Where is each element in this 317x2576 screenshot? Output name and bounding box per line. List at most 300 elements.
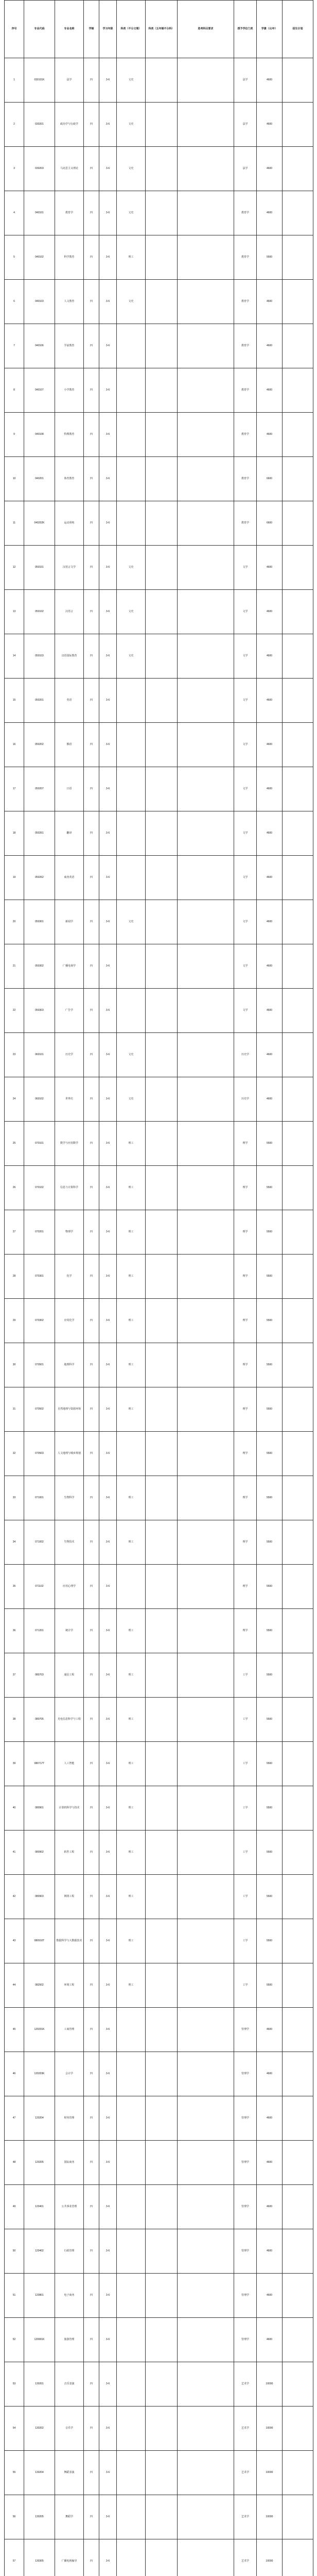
table-cell (178, 501, 234, 546)
table-cell (146, 2406, 178, 2451)
table-cell: 四 (84, 856, 99, 900)
table-cell: 四 (84, 1255, 99, 1299)
table-cell (146, 1166, 178, 1210)
table-cell (117, 2318, 146, 2362)
table-cell: 教育学 (234, 191, 257, 235)
table-cell: 理学 (234, 1122, 257, 1166)
table-cell (178, 147, 234, 191)
table-cell: 060101 (24, 1033, 55, 1077)
table-cell: 3-6 (99, 368, 117, 413)
table-cell: 3-6 (99, 2096, 117, 2141)
table-cell: 3-6 (99, 1077, 117, 1122)
table-cell: 3-6 (99, 2318, 117, 2362)
table-cell: 120201K (24, 2008, 55, 2052)
table-cell: 080902 (24, 1831, 55, 1875)
table-row (5, 1963, 313, 2008)
col-header: 选考科目要求 (178, 1, 234, 58)
table-cell (283, 1786, 313, 1831)
table-cell: 49 (5, 2185, 24, 2229)
table-cell: 四 (84, 2362, 99, 2406)
table-cell: 3-6 (99, 280, 117, 324)
table-cell: 5500 (257, 1210, 283, 1255)
table-cell: 四 (84, 1565, 99, 1609)
table-cell: 3-6 (99, 1565, 117, 1609)
table-cell (146, 723, 178, 767)
table-row (5, 235, 313, 280)
table-cell: 4600 (257, 2052, 283, 2096)
table-cell (283, 1166, 313, 1210)
table-cell: 050302 (24, 944, 55, 989)
table-cell (146, 1387, 178, 1432)
table-cell: 文史 (117, 147, 146, 191)
table-cell: 3-6 (99, 2406, 117, 2451)
table-cell: 040107 (24, 368, 55, 413)
table-cell (178, 191, 234, 235)
table-cell (146, 58, 178, 103)
table-cell: 统计学 (55, 1609, 84, 1653)
table-cell (283, 2185, 313, 2229)
table-cell: 19 (5, 856, 24, 900)
table-cell: 080717T (24, 1742, 55, 1786)
table-cell: 管理学 (234, 2185, 257, 2229)
table-cell: 四 (84, 324, 99, 368)
table-cell: 艺术学 (234, 2495, 257, 2539)
table-cell (146, 2185, 178, 2229)
table-cell: 070302 (24, 1299, 55, 1343)
table-cell: 040101 (24, 191, 55, 235)
table-cell: 5500 (257, 1343, 283, 1387)
table-cell: 4600 (257, 944, 283, 989)
table-cell: 四 (84, 1299, 99, 1343)
table-cell: 16 (5, 723, 24, 767)
table-cell: 24 (5, 1077, 24, 1122)
table-cell: 信息与计算科学 (55, 1166, 84, 1210)
table-row (5, 2495, 313, 2539)
table-cell (283, 2229, 313, 2274)
table-row (5, 1033, 313, 1077)
table-cell: 四 (84, 1875, 99, 1919)
table-cell: 071201 (24, 1609, 55, 1653)
table-cell: 3-6 (99, 546, 117, 590)
table-cell (146, 1077, 178, 1122)
table-cell (117, 2052, 146, 2096)
table-cell (283, 1698, 313, 1742)
table-cell: 英语 (55, 679, 84, 723)
table-cell: 自然地理与资源环境 (55, 1387, 84, 1432)
table-cell: 11 (5, 501, 24, 546)
table-cell (283, 1476, 313, 1520)
table-cell: 3-6 (99, 900, 117, 944)
table-cell: 四 (84, 2451, 99, 2495)
table-cell: 4600 (257, 2185, 283, 2229)
table-cell (146, 679, 178, 723)
table-row (5, 324, 313, 368)
table-cell: 56 (5, 2495, 24, 2539)
table-cell: 5500 (257, 1919, 283, 1963)
table-cell: 071001 (24, 1476, 55, 1520)
table-cell (283, 280, 313, 324)
table-cell (117, 989, 146, 1033)
table-cell: 080705 (24, 1698, 55, 1742)
table-cell (283, 2141, 313, 2185)
table-cell: 5500 (257, 1520, 283, 1565)
table-cell (117, 856, 146, 900)
table-row (5, 1565, 313, 1609)
table-cell: 四 (84, 944, 99, 989)
table-cell: 4600 (257, 679, 283, 723)
table-cell: 38 (5, 1698, 24, 1742)
table-cell (178, 2052, 234, 2096)
table-row (5, 2096, 313, 2141)
table-cell: 3-6 (99, 58, 117, 103)
table-cell (283, 989, 313, 1033)
table-cell (146, 2495, 178, 2539)
table-cell: 工学 (234, 1742, 257, 1786)
table-cell: 3-6 (99, 1299, 117, 1343)
table-cell (178, 58, 234, 103)
table-cell: 四 (84, 2141, 99, 2185)
table-cell (178, 1653, 234, 1698)
table-cell: 10000 (257, 2495, 283, 2539)
table-cell: 040102 (24, 235, 55, 280)
table-cell: 四 (84, 58, 99, 103)
table-cell: 理学 (234, 1255, 257, 1299)
table-cell (283, 413, 313, 457)
table-cell: 3-6 (99, 2141, 117, 2185)
table-cell: 理工 (117, 235, 146, 280)
table-cell: 理工 (117, 1786, 146, 1831)
table-cell: 4600 (257, 2008, 283, 2052)
table-cell: 5500 (257, 1565, 283, 1609)
table-cell (178, 856, 234, 900)
table-cell (283, 1210, 313, 1255)
table-cell: 汉语言 (55, 590, 84, 634)
table-cell (178, 811, 234, 856)
table-cell (283, 1609, 313, 1653)
table-cell: 3-6 (99, 1742, 117, 1786)
table-cell: 四 (84, 1476, 99, 1520)
table-cell (146, 1875, 178, 1919)
table-cell: 46 (5, 2052, 24, 2096)
table-cell (146, 1033, 178, 1077)
table-cell: 工商管理 (55, 2008, 84, 2052)
table-cell: 管理学 (234, 2052, 257, 2096)
table-cell (178, 1742, 234, 1786)
table-cell: 3-6 (99, 1432, 117, 1476)
table-cell: 文学 (234, 811, 257, 856)
table-cell: 生物技术 (55, 1520, 84, 1565)
table-cell: 120401 (24, 2185, 55, 2229)
table-cell (283, 2052, 313, 2096)
table-cell: 130205 (24, 2495, 55, 2539)
table-cell: 文史 (117, 58, 146, 103)
table-cell: 四 (84, 1077, 99, 1122)
table-cell: 四 (84, 103, 99, 147)
table-cell: 4600 (257, 368, 283, 413)
table-cell: 28 (5, 1255, 24, 1299)
table-cell: 四 (84, 2229, 99, 2274)
table-row (5, 457, 313, 501)
table-cell (117, 767, 146, 811)
table-cell: 5500 (257, 1963, 283, 2008)
table-cell (283, 2096, 313, 2141)
table-cell (146, 1786, 178, 1831)
table-cell: 10000 (257, 2539, 283, 2576)
table-cell: 音乐学 (55, 2406, 84, 2451)
table-cell: 广播电视学 (55, 944, 84, 989)
table-cell: 080901 (24, 1786, 55, 1831)
table-cell: 5500 (257, 1255, 283, 1299)
table-row (5, 413, 313, 457)
table-cell (283, 501, 313, 546)
table-cell: 四 (84, 900, 99, 944)
table-cell: 学前教育 (55, 324, 84, 368)
table-cell: 文学 (234, 856, 257, 900)
table-cell: 四 (84, 679, 99, 723)
table-cell (146, 457, 178, 501)
table-cell (146, 1698, 178, 1742)
table-cell: 5500 (257, 1698, 283, 1742)
table-cell: 42 (5, 1875, 24, 1919)
table-cell: 3-6 (99, 723, 117, 767)
table-cell (146, 634, 178, 679)
table-cell (283, 2406, 313, 2451)
table-cell: 教育学 (234, 501, 257, 546)
table-cell: 071002 (24, 1520, 55, 1565)
table-row (5, 2008, 313, 2052)
table-cell: 5500 (257, 1831, 283, 1875)
table-cell: 通信工程 (55, 1653, 84, 1698)
table-cell: 5500 (257, 1166, 283, 1210)
table-cell: 数学与应用数学 (55, 1122, 84, 1166)
table-cell: 050102 (24, 590, 55, 634)
table-cell: 生物科学 (55, 1476, 84, 1520)
table-cell: 4600 (257, 590, 283, 634)
table-cell: 130305 (24, 2539, 55, 2576)
table-cell (117, 2141, 146, 2185)
table-row (5, 2318, 313, 2362)
table-cell: 管理学 (234, 2274, 257, 2318)
table-cell: 四 (84, 2318, 99, 2362)
table-cell: 120801 (24, 2274, 55, 2318)
table-cell (146, 546, 178, 590)
table-cell (178, 457, 234, 501)
table-cell: 教育学 (234, 457, 257, 501)
table-cell: 3-6 (99, 147, 117, 191)
table-cell: 法学 (234, 58, 257, 103)
table-cell: 53 (5, 2362, 24, 2406)
table-cell (283, 103, 313, 147)
table-cell: 5500 (257, 1786, 283, 1831)
table-cell (146, 2052, 178, 2096)
table-cell: 4600 (257, 989, 283, 1033)
table-cell (146, 1609, 178, 1653)
table-cell: 数据科学与大数据技术 (55, 1919, 84, 1963)
table-cell: 120203K (24, 2052, 55, 2096)
table-cell: 计算机科学与技术 (55, 1786, 84, 1831)
table-cell: 070102 (24, 1166, 55, 1210)
table-cell (146, 2096, 178, 2141)
table-row (5, 900, 313, 944)
table-cell: 3-6 (99, 324, 117, 368)
table-cell: 理工 (117, 1476, 146, 1520)
table-cell (178, 1255, 234, 1299)
table-cell: 040106 (24, 324, 55, 368)
table-cell: 3-6 (99, 1476, 117, 1520)
table-cell (178, 590, 234, 634)
table-cell: 文学 (234, 546, 257, 590)
table-cell: 3-6 (99, 2052, 117, 2096)
col-header: 授予学位门类 (234, 1, 257, 58)
table-cell (283, 2495, 313, 2539)
table-cell: 130204 (24, 2451, 55, 2495)
table-cell: 理学 (234, 1565, 257, 1609)
table-cell: 文史 (117, 546, 146, 590)
table-cell: 18 (5, 811, 24, 856)
table-cell: 音乐表演 (55, 2362, 84, 2406)
table-cell: 6 (5, 280, 24, 324)
table-cell (283, 1875, 313, 1919)
table-cell: 050202 (24, 723, 55, 767)
table-cell: 日语 (55, 767, 84, 811)
table-cell: 120205 (24, 2141, 55, 2185)
table-cell: 050261 (24, 811, 55, 856)
table-cell (283, 1565, 313, 1609)
table-cell (178, 1698, 234, 1742)
table-cell: 3-6 (99, 2229, 117, 2274)
table-cell (146, 2008, 178, 2052)
table-cell: 37 (5, 1653, 24, 1698)
table-cell: 四 (84, 1742, 99, 1786)
table-cell: 3-6 (99, 235, 117, 280)
table-cell: 1 (5, 58, 24, 103)
table-cell (283, 1653, 313, 1698)
table-cell (117, 2362, 146, 2406)
table-cell: 四 (84, 1166, 99, 1210)
table-cell (178, 2495, 234, 2539)
table-cell: 理学 (234, 1343, 257, 1387)
table-cell: 人文地理与城乡规划 (55, 1432, 84, 1476)
table-cell: 3-6 (99, 2362, 117, 2406)
table-cell: 15 (5, 679, 24, 723)
table-cell: 3-6 (99, 1255, 117, 1299)
table-cell: 060102 (24, 1077, 55, 1122)
table-cell (146, 368, 178, 413)
table-cell: 26 (5, 1166, 24, 1210)
table-cell: 3-6 (99, 1033, 117, 1077)
table-cell: 4600 (257, 147, 283, 191)
table-cell (146, 1565, 178, 1609)
table-row (5, 1255, 313, 1299)
table-cell: 新闻学 (55, 900, 84, 944)
table-cell: 5500 (257, 1609, 283, 1653)
table-cell (178, 1609, 234, 1653)
table-cell (117, 2495, 146, 2539)
table-cell: 理工 (117, 1742, 146, 1786)
table-cell (117, 2096, 146, 2141)
table-cell: 管理学 (234, 2229, 257, 2274)
table-cell: 理学 (234, 1476, 257, 1520)
table-cell: 电子商务 (55, 2274, 84, 2318)
table-cell: 050201 (24, 679, 55, 723)
table-cell: 20 (5, 900, 24, 944)
table-cell (283, 457, 313, 501)
table-cell: 040201 (24, 457, 55, 501)
table-cell: 040108 (24, 413, 55, 457)
table-cell (283, 1742, 313, 1786)
table-cell: 理工 (117, 1299, 146, 1343)
table-cell: 财务管理 (55, 2096, 84, 2141)
table-cell: 21 (5, 944, 24, 989)
table-cell: 文史 (117, 1033, 146, 1077)
table-cell (178, 2008, 234, 2052)
table-cell: 四 (84, 1520, 99, 1565)
table-cell (146, 2274, 178, 2318)
table-cell (178, 1343, 234, 1387)
table-cell: 4600 (257, 2274, 283, 2318)
table-cell: 四 (84, 2406, 99, 2451)
table-cell: 4 (5, 191, 24, 235)
table-cell (146, 191, 178, 235)
table-cell: 四 (84, 1432, 99, 1476)
table-cell: 文学 (234, 679, 257, 723)
table-cell: 3-6 (99, 1343, 117, 1387)
table-row (5, 1387, 313, 1432)
table-row (5, 723, 313, 767)
table-cell (283, 590, 313, 634)
table-cell (117, 368, 146, 413)
table-cell (178, 2362, 234, 2406)
table-cell (283, 2451, 313, 2495)
table-row (5, 280, 313, 324)
table-cell: 广播电视编导 (55, 2539, 84, 2576)
table-cell: 12 (5, 546, 24, 590)
table-cell: 文学 (234, 900, 257, 944)
table-cell: 6600 (257, 501, 283, 546)
table-cell (178, 2141, 234, 2185)
table-cell (146, 280, 178, 324)
table-cell (146, 147, 178, 191)
table-cell: 070101 (24, 1122, 55, 1166)
table-cell: 48 (5, 2141, 24, 2185)
table-cell: 3-6 (99, 191, 117, 235)
table-cell: 工学 (234, 1875, 257, 1919)
col-header: 序号 (5, 1, 24, 58)
table-cell (178, 1299, 234, 1343)
table-cell: 四 (84, 1786, 99, 1831)
table-cell: 4600 (257, 191, 283, 235)
table-cell: 3-6 (99, 1831, 117, 1875)
table-cell (146, 1343, 178, 1387)
table-cell (117, 2539, 146, 2576)
table-cell: 4600 (257, 900, 283, 944)
table-cell: 四 (84, 2052, 99, 2096)
table-cell: 3-6 (99, 1520, 117, 1565)
table-cell: 17 (5, 767, 24, 811)
table-row (5, 1831, 313, 1875)
table-cell: 3-6 (99, 1698, 117, 1742)
table-cell: 四 (84, 1343, 99, 1387)
table-cell: 文史 (117, 103, 146, 147)
table-cell: 070301 (24, 1255, 55, 1299)
table-cell: 文学 (234, 767, 257, 811)
col-header: 专业名称 (55, 1, 84, 58)
table-cell: 3-6 (99, 2274, 117, 2318)
table-cell: 工学 (234, 1786, 257, 1831)
table-cell: 教育学 (234, 280, 257, 324)
table-cell: 080903 (24, 1875, 55, 1919)
table-cell: 广告学 (55, 989, 84, 1033)
